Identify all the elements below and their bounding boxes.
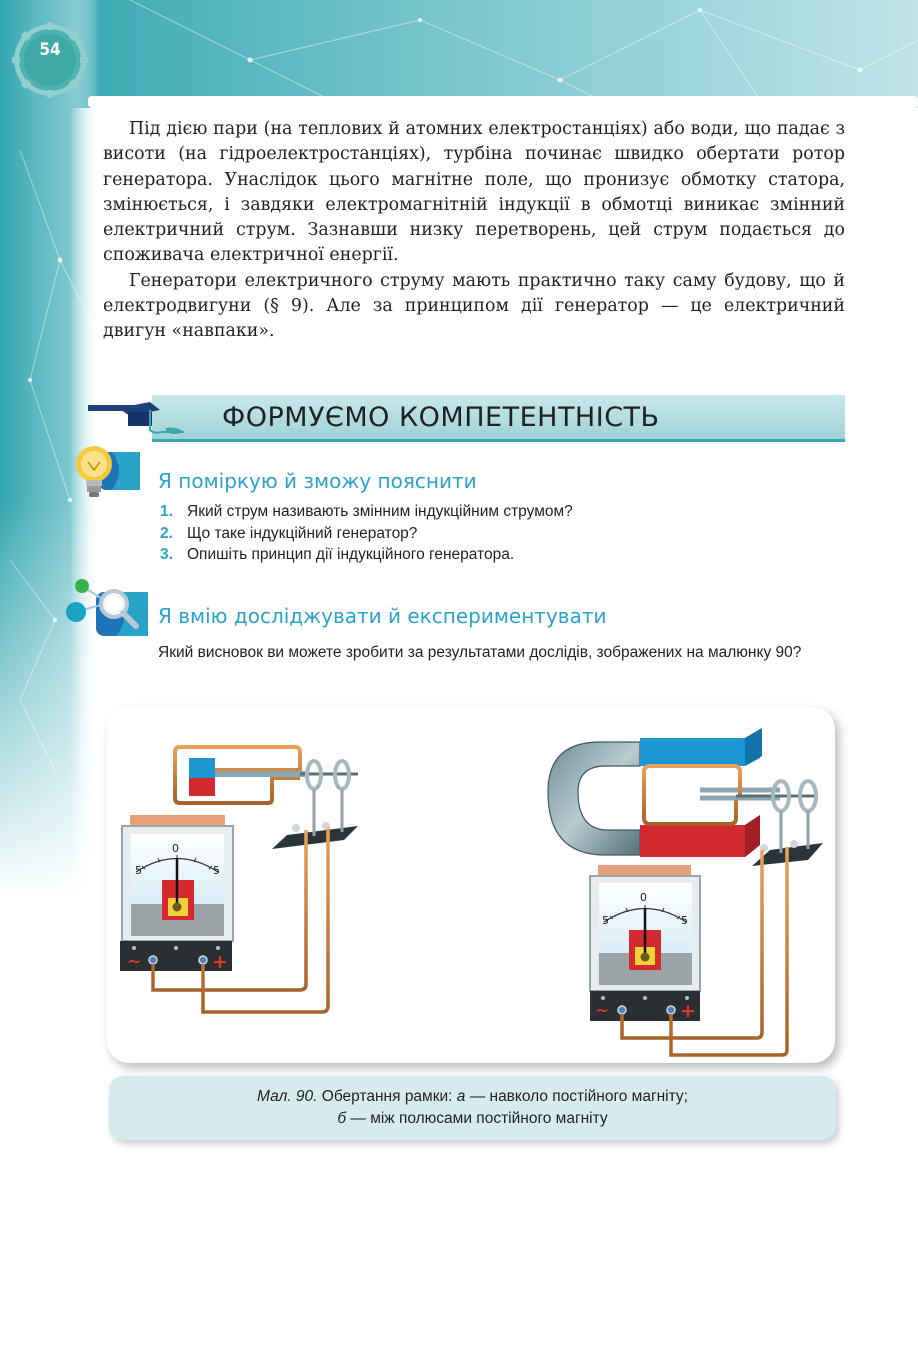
section-title-research: Я вмію досліджувати й експериментувати <box>158 604 607 628</box>
figure-a <box>120 747 358 1012</box>
meter-a-scale-left: 5 <box>135 864 142 877</box>
caption-text: — між полюсами постійного магніту <box>346 1110 608 1127</box>
meter-a-ac-terminal-label: ~ <box>127 952 142 972</box>
banner-title: ФОРМУЄМО КОМПЕТЕНТНІСТЬ <box>222 402 660 433</box>
caption-letter-b: б <box>337 1110 347 1127</box>
caption-letter-a: а <box>456 1088 466 1105</box>
figure-caption <box>109 1086 836 1130</box>
list-text: Що таке індукційний генератор? <box>187 524 418 542</box>
meter-b-scale-center: 0 <box>640 891 647 904</box>
list-number: 2. <box>160 524 173 542</box>
meter-b-ac-terminal-label: ~ <box>595 1001 610 1021</box>
research-task: Який висновок ви можете зробити за результатами дослідів, зображених на малюнку 90? <box>158 644 802 661</box>
meter-a-scale-right: 5 <box>213 864 220 877</box>
magnet-north <box>189 758 215 778</box>
list-text: Опишіть принцип дії індукційного генератора. <box>187 546 515 563</box>
caption-text: — навколо постійного магніту; <box>465 1088 688 1105</box>
meter-a-plus-terminal-label: + <box>212 951 228 973</box>
list-number: 3. <box>160 546 173 563</box>
section-title-explain: Я поміркую й зможу пояснити <box>158 469 477 493</box>
paragraph-2: Генератори електричного струму мають практично таку саму будову, що й електродвигуни (§ 9). Але за принципом дії генератор — це електричний двигун «навпаки». <box>103 270 845 342</box>
paragraph-1: Під дією пари (на теплових й атомних електростанціях) або води, що падає з висоти (на гідроелектростанціях), турбіна починає швидко обертати ротор генератора. Унаслідок цього магнітне поле, що пронизує обмотку статора, змінюється, і завдяки електромагнітній індукції в обмотці виникає змінний електричний струм. Зазнавши низку перетворень, цей струм подається до споживача електричної енергії. <box>103 119 845 266</box>
meter-a-scale-center: 0 <box>172 842 179 855</box>
meter-b-scale-left: 5 <box>602 914 609 927</box>
list-text: Який струм називають змінним індукційним струмом? <box>187 503 573 520</box>
caption-label: Мал. 90. <box>257 1088 318 1105</box>
caption-text: Обертання рамки: <box>317 1088 457 1105</box>
meter-b-plus-terminal-label: + <box>680 1000 696 1022</box>
meter-b-scale-right: 5 <box>681 914 688 927</box>
list-number: 1. <box>160 503 173 520</box>
magnet-south <box>189 778 215 796</box>
page-number: 54 <box>39 40 61 60</box>
